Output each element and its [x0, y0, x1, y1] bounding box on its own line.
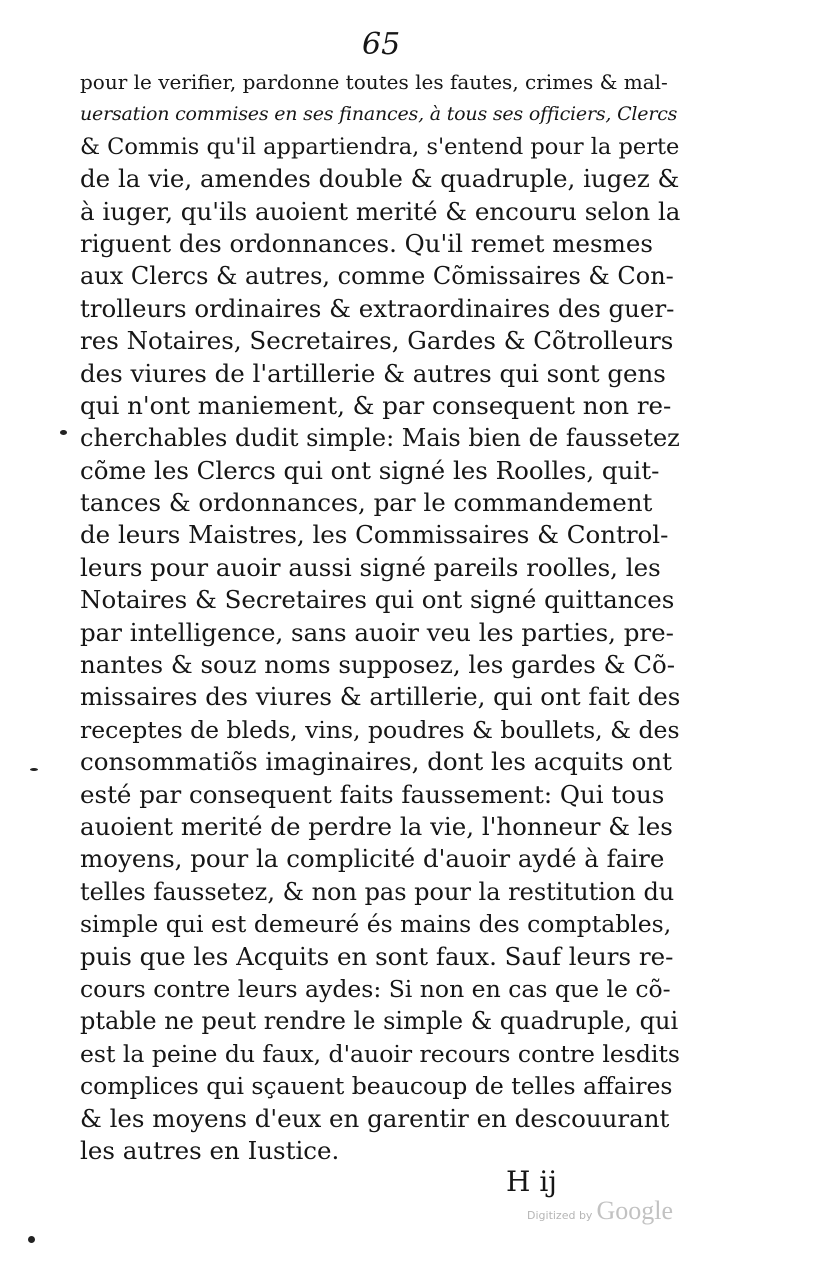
text-line: cõme les Clercs qui ont signé les Roolles, quit- — [80, 455, 660, 485]
text-line: res Notaires, Secretaires, Gardes & Cõtrolleurs — [80, 326, 674, 356]
text-line: auoient merité de perdre la vie, l'honneur & les — [80, 811, 673, 841]
text-line: uersation commises en ses finances, à tous ses officiers, Clercs — [80, 103, 678, 126]
text-line: de la vie, amendes double & quadruple, iugez & — [80, 164, 680, 194]
text-line: & les moyens d'eux en garentir en descouurant — [80, 1103, 670, 1133]
ink-speck — [30, 768, 38, 771]
text-line: moyens, pour la complicité d'auoir aydé à faire — [80, 844, 665, 874]
text-line: est la peine du faux, d'auoir recours contre lesdits — [80, 1039, 680, 1068]
text-line: de leurs Maistres, les Commissaires & Control- — [80, 520, 669, 550]
watermark-prefix: Digitized by — [527, 1209, 593, 1222]
text-line: à iuger, qu'ils auoient merité & encouru selon la — [80, 196, 681, 226]
text-line: tances & ordonnances, par le commandement — [80, 488, 653, 518]
signature-mark: H ij — [506, 1165, 557, 1198]
ink-speck — [28, 1236, 35, 1243]
text-line: & Commis qu'il appartiendra, s'entend pour la perte — [80, 133, 680, 160]
page-number: 65 — [362, 27, 401, 62]
text-line: des viures de l'artillerie & autres qui sont gens — [80, 358, 666, 388]
text-line: complices qui sçauent beaucoup de telles affaires — [80, 1072, 673, 1101]
text-line: par intelligence, sans auoir veu les parties, pre- — [80, 617, 674, 647]
text-line: missaires des viures & artillerie, qui ont fait des — [80, 682, 681, 712]
body-text — [80, 66, 680, 1167]
text-line: trolleurs ordinaires & extraordinaires des guer- — [80, 293, 675, 323]
digitization-watermark — [527, 1196, 673, 1226]
text-line: riguent des ordonnances. Qu'il remet mesmes — [80, 228, 653, 258]
text-line: leurs pour auoir aussi signé pareils roolles, les — [80, 552, 661, 582]
text-line: cours contre leurs aydes: Si non en cas que le cõ- — [80, 974, 671, 1003]
text-line: aux Clercs & autres, comme Cõmissaires & Con- — [80, 262, 674, 291]
text-line: pour le verifier, pardonne toutes les fautes, crimes & mal- — [80, 70, 668, 94]
ink-speck — [60, 430, 67, 435]
text-line: consommatiõs imaginaires, dont les acquits ont — [80, 747, 672, 777]
text-line: nantes & souz noms supposez, les gardes & Cõ- — [80, 650, 676, 680]
text-line: receptes de bleds, vins, poudres & boullets, & des — [80, 715, 680, 744]
text-line: ptable ne peut rendre le simple & quadruple, qui — [80, 1007, 679, 1036]
text-line: esté par consequent faits faussement: Qui tous — [80, 779, 665, 809]
watermark-brand: Google — [596, 1196, 673, 1225]
text-line: les autres en Iustice. — [80, 1135, 340, 1165]
text-line: Notaires & Secretaires qui ont signé quittances — [80, 585, 675, 615]
text-line: simple qui est demeuré és mains des comptables, — [80, 910, 672, 939]
text-line: qui n'ont maniement, & par consequent non re- — [80, 390, 672, 420]
text-line: telles faussetez, & non pas pour la restitution du — [80, 877, 675, 906]
text-line: puis que les Acquits en sont faux. Sauf leurs re- — [80, 941, 674, 971]
text-line: cherchables dudit simple: Mais bien de faussetez — [80, 424, 680, 453]
